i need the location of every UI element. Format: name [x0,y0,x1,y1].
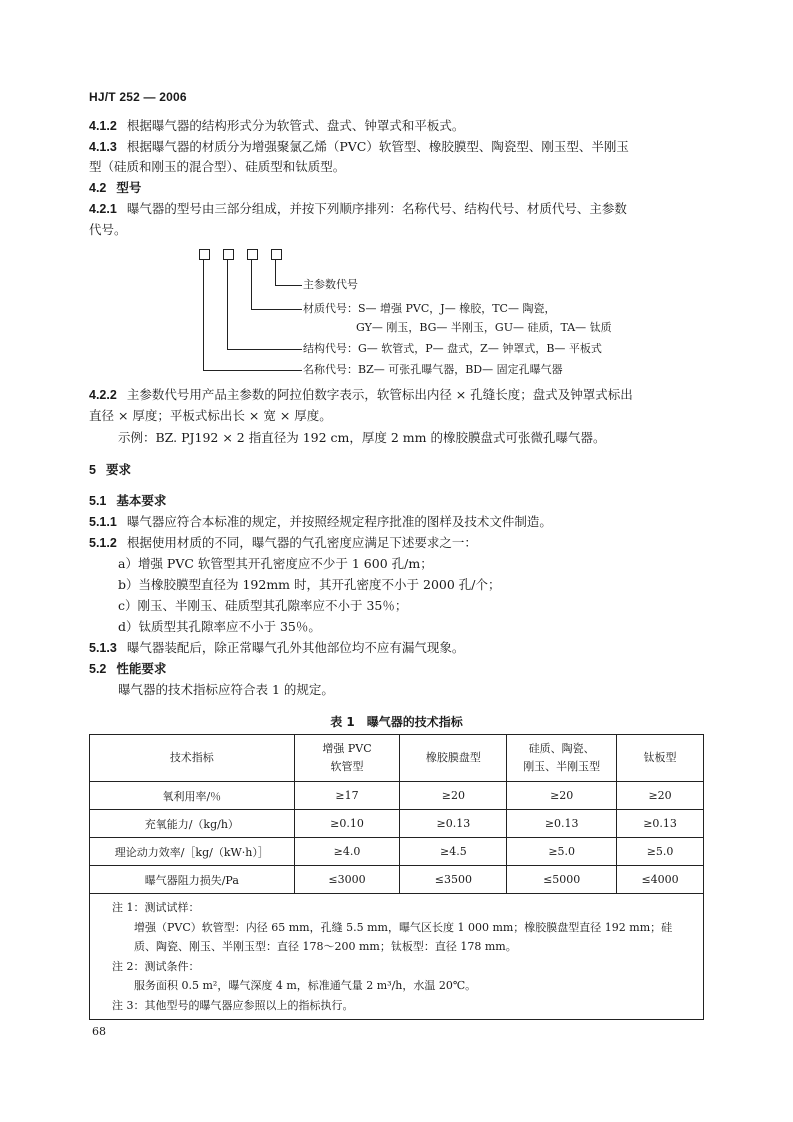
header-cell: 技术指标 [90,735,295,782]
header-line: 软管型 [330,760,364,773]
table-cell: ≥0.13 [507,810,617,838]
note-3: 注 3：其他型号的曝气器应参照以上的指标执行。 [112,998,354,1012]
table-cell: ≥4.0 [294,838,400,866]
connector [275,260,276,286]
table-cell: ≥4.5 [400,838,507,866]
document-header: HJ/T 252 — 2006 [89,90,187,104]
table-cell: ≥20 [617,782,704,810]
table-cell: ≤5000 [507,866,617,894]
table-notes-row [90,894,704,1020]
table-header-row [90,735,704,782]
spec-table [89,734,704,1020]
clause-4-1-3-cont: 型（硅质和刚玉的混合型）、硅质型和钛质型。 [89,159,346,174]
clause-4-1-3 [89,139,629,155]
clause-text: 根据曝气器的材质分为增强聚氯乙烯（PVC）软管型、橡胶膜型、陶瓷型、刚玉型、半刚玉 [126,139,629,154]
material-code-label: 材质代号：S— 增强 PVC，J— 橡胶，TC— 陶瓷， [303,302,556,315]
table-cell: ≥5.0 [507,838,617,866]
connector [203,370,302,371]
structure-code-label: 结构代号：G— 软管式，P— 盘式，Z— 钟罩式，B— 平板式 [303,342,602,355]
note-2-detail: 服务面积 0.5 m²，曝气深度 4 m，标准通气量 2 m³/h，水温 20℃。 [134,979,477,992]
clause-4-2-2-cont: 直径 × 厚度；平板式标出长 × 宽 × 厚度。 [89,408,332,423]
section-number: 5 [89,463,96,477]
list-item-d: d）钛质型其孔隙率应不小于 35％。 [118,619,321,634]
table-row [90,810,704,838]
name-code-label: 名称代号：BZ— 可张孔曝气器，BD— 固定孔曝气器 [303,363,563,376]
clause-number: 4.2.2 [89,388,117,402]
clause-text: 曝气器的型号由三部分组成，并按下列顺序排列：名称代号、结构代号、材质代号、主参数 [126,201,627,216]
clause-4-2-2 [89,387,633,403]
clause-number: 4.1.3 [89,140,117,154]
table-notes [90,894,704,1020]
clause-text: 主参数代号用产品主参数的阿拉伯数字表示，软管标出内径 × 孔缝长度；盘式及钟罩式标出 [126,387,633,402]
section-title: 要求 [105,462,131,477]
material-code-label-cont: GY— 刚玉，BG— 半刚玉，GU— 硅质，TA— 钛质 [356,321,612,334]
section-number: 5.2 [89,662,107,676]
table-cell: ≥17 [294,782,400,810]
table-cell: ≥5.0 [617,838,704,866]
row-label: 充氧能力/（kg/h） [90,810,295,838]
code-box-main-param [271,249,282,260]
table-cell: ≥0.13 [400,810,507,838]
row-label: 氧利用率/％ [90,782,295,810]
table-cell: ≤4000 [617,866,704,894]
clause-number: 4.2.1 [89,202,117,216]
header-cell [507,735,617,782]
table-row [90,782,704,810]
section-title: 型号 [116,180,142,195]
table-cell: ≥20 [507,782,617,810]
connector [251,309,302,310]
row-label: 理论动力效率/［kg/（kW·h）］ [90,838,295,866]
page-number: 68 [92,1025,106,1038]
clause-5-1-1 [89,514,552,530]
table-row [90,866,704,894]
table-cell: ≤3000 [294,866,400,894]
clause-4-1-2 [89,118,464,134]
clause-4-2-1-cont: 代号。 [89,222,127,237]
connector [227,260,228,350]
header-cell: 钛板型 [617,735,704,782]
note-1: 注 1：测试试样： [112,901,200,914]
section-title: 性能要求 [116,661,167,676]
header-cell: 橡胶膜盘型 [400,735,507,782]
section-number: 4.2 [89,181,107,195]
list-item-b: b）当橡胶膜型直径为 192mm 时，其开孔密度不小于 2000 孔/个； [118,577,501,592]
note-1-detail-cont: 质、陶瓷、刚玉、半刚玉型：直径 178～200 mm；钛板型：直径 178 mm。 [134,940,517,953]
list-item-a: a）增强 PVC 软管型其开孔密度应不少于 1 600 孔/m； [118,556,433,571]
section-4-2 [89,180,141,196]
clause-text: 曝气器应符合本标准的规定，并按照经规定程序批准的图样及技术文件制造。 [126,514,552,529]
section-5 [89,462,131,478]
connector [275,285,302,286]
connector [227,349,302,350]
example-text: 示例：BZ. PJ192 × 2 指直径为 192 cm，厚度 2 mm 的橡胶膜盘式可张微孔曝气器。 [118,430,606,445]
clause-5-1-2 [89,535,477,551]
table-cell: ≤3500 [400,866,507,894]
clause-text: 曝气器装配后，除正常曝气孔外其他部位均不应有漏气现象。 [126,640,465,655]
clause-text: 根据使用材质的不同，曝气器的气孔密度应满足下述要求之一： [126,535,477,550]
table-row [90,838,704,866]
clause-text: 根据曝气器的结构形式分为软管式、盘式、钟罩式和平板式。 [126,118,465,133]
clause-5-1-3 [89,640,464,656]
code-box-material [247,249,258,260]
row-label: 曝气器阻力损失/Pa [90,866,295,894]
table-cell: ≥0.13 [617,810,704,838]
clause-number: 5.1.3 [89,641,117,655]
section-number: 5.1 [89,494,107,508]
table-cell: ≥0.10 [294,810,400,838]
section-5-2-text: 曝气器的技术指标应符合表 1 的规定。 [118,682,334,697]
header-cell [294,735,400,782]
note-1-detail: 增强（PVC）软管型：内径 65 mm，孔缝 5.5 mm，曝气区长度 1 000 mm；橡胶膜盘型直径 192 mm；硅 [134,920,673,934]
connector [251,260,252,310]
table-cell: ≥20 [400,782,507,810]
clause-number: 5.1.1 [89,515,117,529]
connector [203,260,204,371]
header-line: 硅质、陶瓷、 [528,742,595,755]
section-5-2 [89,661,166,677]
note-2: 注 2：测试条件： [112,959,200,973]
section-5-1 [89,493,166,509]
header-line: 增强 PVC [322,742,372,755]
clause-number: 5.1.2 [89,536,117,550]
code-box-structure [223,249,234,260]
table-title: 表 1 曝气器的技术指标 [330,715,463,729]
clause-4-2-1 [89,201,627,217]
section-title: 基本要求 [116,493,167,508]
main-param-label: 主参数代号 [303,278,358,291]
header-line: 刚玉、半刚玉型 [523,760,601,773]
clause-number: 4.1.2 [89,119,117,133]
code-box-name [199,249,210,260]
list-item-c: c）刚玉、半刚玉、硅质型其孔隙率应不小于 35％； [118,598,408,613]
